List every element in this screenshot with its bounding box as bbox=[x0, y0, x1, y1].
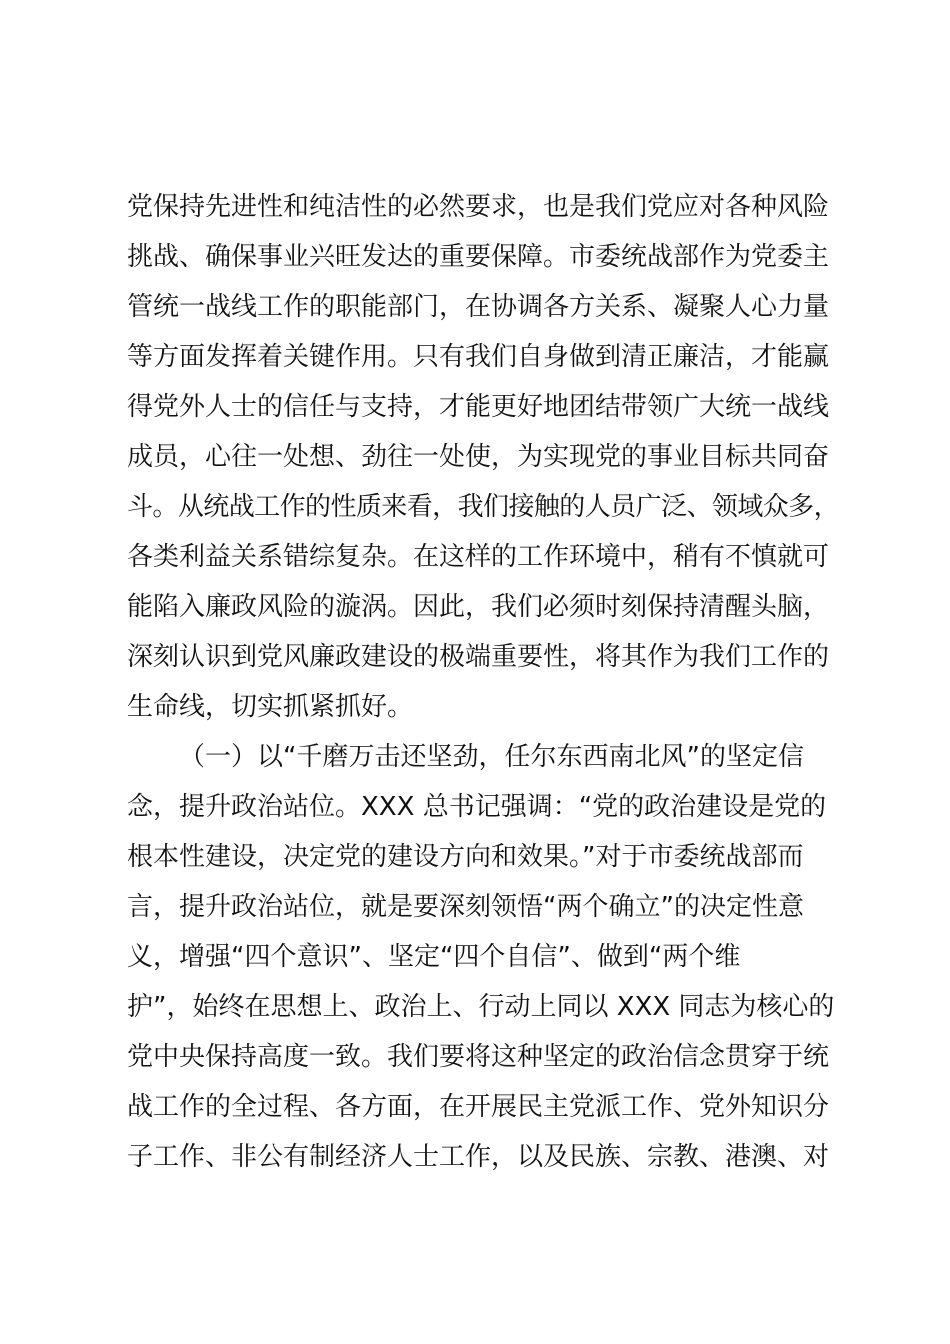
text-line-19: 战工作的全过程、各方面，在开展民主党派工作、党外知识分 bbox=[127, 1092, 830, 1122]
document-body bbox=[127, 182, 839, 1182]
text-line-3: 管统一战线工作的职能部门，在协调各方关系、凝聚人心力量 bbox=[127, 292, 830, 322]
text-line-4: 等方面发挥着关键作用。只有我们自身做到清正廉洁，才能赢 bbox=[127, 342, 830, 372]
text-line-9: 能陷入廉政风险的漩涡。因此，我们必须时刻保持清醒头脑， bbox=[127, 592, 830, 622]
text-line-2: 挑战、确保事业兴旺发达的重要保障。市委统战部作为党委主 bbox=[127, 242, 830, 272]
section-heading-line: （一）以“千磨万击还坚劲，任尔东西南北风”的坚定信 bbox=[179, 742, 804, 772]
text-line-11: 生命线，切实抓紧抓好。 bbox=[127, 692, 414, 722]
text-line-13: 念，提升政治站位。XXX 总书记强调：“党的政治建设是党的 bbox=[127, 792, 827, 822]
text-line-6: 成员，心往一处想、劲往一处使，为实现党的事业目标共同奋 bbox=[127, 442, 830, 472]
text-line-8: 各类利益关系错综复杂。在这样的工作环境中，稍有不慎就可 bbox=[127, 542, 830, 572]
text-line-17: 护”，始终在思想上、政治上、行动上同以 XXX 同志为核心的 bbox=[127, 992, 835, 1022]
text-line-20: 子工作、非公有制经济人士工作，以及民族、宗教、港澳、对 bbox=[127, 1142, 830, 1172]
text-line-18: 党中央保持高度一致。我们要将这种坚定的政治信念贯穿于统 bbox=[127, 1042, 830, 1072]
text-line-7: 斗。从统战工作的性质来看，我们接触的人员广泛、领域众多， bbox=[127, 492, 840, 522]
text-line-16: 义，增强“四个意识”、坚定“四个自信”、做到“两个维 bbox=[127, 942, 741, 972]
text-line-15: 言，提升政治站位，就是要深刻领悟“两个确立”的决定性意 bbox=[127, 892, 804, 922]
text-line-10: 深刻认识到党风廉政建设的极端重要性，将其作为我们工作的 bbox=[127, 642, 830, 672]
text-line-14: 根本性建设，决定党的建设方向和效果。”对于市委统战部而 bbox=[127, 842, 804, 872]
text-line-5: 得党外人士的信任与支持，才能更好地团结带领广大统一战线 bbox=[127, 392, 830, 422]
text-line-1: 党保持先进性和纯洁性的必然要求，也是我们党应对各种风险 bbox=[127, 192, 830, 222]
